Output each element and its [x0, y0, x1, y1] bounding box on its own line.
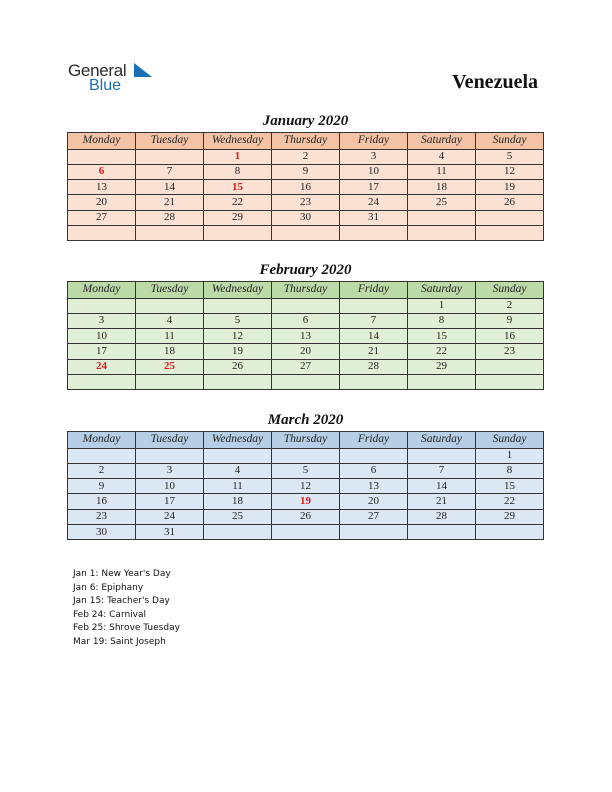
week-row	[68, 210, 544, 225]
day-cell: 14	[340, 329, 408, 344]
day-cell: 26	[476, 195, 544, 210]
day-cell: 27	[340, 509, 408, 524]
day-cell	[136, 149, 204, 164]
calendar-table	[67, 431, 544, 540]
weekday-header: Tuesday	[136, 133, 204, 150]
day-cell: 24	[340, 195, 408, 210]
day-cell: 23	[476, 344, 544, 359]
weekday-header: Thursday	[272, 432, 340, 449]
holiday-note: Jan 1: New Year's Day	[73, 569, 171, 579]
weekday-header: Tuesday	[136, 432, 204, 449]
week-row	[68, 524, 544, 539]
day-cell: 15	[408, 329, 476, 344]
day-cell	[68, 149, 136, 164]
generalblue-logo	[68, 61, 158, 97]
day-cell: 12	[476, 164, 544, 179]
day-cell: 8	[476, 463, 544, 478]
day-cell: 28	[136, 210, 204, 225]
day-cell	[476, 210, 544, 225]
day-cell: 12	[272, 479, 340, 494]
day-cell: 13	[272, 329, 340, 344]
weekday-header: Wednesday	[204, 282, 272, 299]
day-cell: 26	[204, 359, 272, 374]
day-cell: 20	[68, 195, 136, 210]
day-cell: 25	[136, 359, 204, 374]
logo-word-blue: Blue	[89, 77, 122, 94]
day-cell: 6	[340, 463, 408, 478]
week-row	[68, 225, 544, 240]
day-cell: 16	[272, 180, 340, 195]
day-cell: 21	[136, 195, 204, 210]
day-cell	[408, 225, 476, 240]
week-row	[68, 329, 544, 344]
week-row	[68, 463, 544, 478]
day-cell: 9	[476, 313, 544, 328]
weekday-header: Thursday	[272, 133, 340, 150]
week-row	[68, 494, 544, 509]
day-cell	[272, 448, 340, 463]
day-cell: 30	[272, 210, 340, 225]
day-cell: 16	[68, 494, 136, 509]
month-title: February 2020	[259, 262, 352, 278]
day-cell: 7	[408, 463, 476, 478]
day-cell	[340, 524, 408, 539]
day-cell: 10	[340, 164, 408, 179]
day-cell	[68, 298, 136, 313]
day-cell: 15	[204, 180, 272, 195]
day-cell: 17	[340, 180, 408, 195]
day-cell	[408, 374, 476, 389]
day-cell: 31	[136, 524, 204, 539]
day-cell: 3	[340, 149, 408, 164]
day-cell: 4	[136, 313, 204, 328]
day-cell: 24	[136, 509, 204, 524]
week-row	[68, 298, 544, 313]
day-cell	[68, 448, 136, 463]
day-cell	[340, 298, 408, 313]
day-cell: 23	[272, 195, 340, 210]
week-row	[68, 359, 544, 374]
holiday-note: Feb 25: Shrove Tuesday	[73, 623, 180, 634]
weekday-header: Sunday	[476, 432, 544, 449]
day-cell	[68, 225, 136, 240]
month-february	[67, 262, 544, 390]
day-cell	[204, 448, 272, 463]
day-cell: 18	[408, 180, 476, 195]
weekday-header: Monday	[68, 133, 136, 150]
weekday-header: Monday	[68, 282, 136, 299]
day-cell: 13	[68, 180, 136, 195]
day-cell: 24	[68, 359, 136, 374]
day-cell: 21	[340, 344, 408, 359]
day-cell: 5	[204, 313, 272, 328]
day-cell: 2	[272, 149, 340, 164]
day-cell	[136, 374, 204, 389]
month-march	[67, 412, 544, 540]
day-cell	[340, 374, 408, 389]
week-row	[68, 195, 544, 210]
day-cell: 19	[272, 494, 340, 509]
day-cell: 8	[204, 164, 272, 179]
holiday-note: Mar 19: Saint Joseph	[73, 636, 166, 647]
weekday-header: Sunday	[476, 133, 544, 150]
day-cell: 19	[204, 344, 272, 359]
day-cell: 27	[68, 210, 136, 225]
week-row	[68, 344, 544, 359]
month-title: March 2020	[267, 412, 344, 428]
day-cell	[476, 374, 544, 389]
day-cell: 8	[408, 313, 476, 328]
weekday-header: Saturday	[408, 432, 476, 449]
day-cell: 22	[476, 494, 544, 509]
day-cell	[476, 225, 544, 240]
day-cell: 22	[408, 344, 476, 359]
day-cell	[272, 225, 340, 240]
day-cell: 10	[136, 479, 204, 494]
day-cell: 20	[340, 494, 408, 509]
week-row	[68, 180, 544, 195]
day-cell: 5	[272, 463, 340, 478]
weekday-header: Monday	[68, 432, 136, 449]
day-cell	[476, 359, 544, 374]
day-cell: 1	[476, 448, 544, 463]
day-cell: 5	[476, 149, 544, 164]
day-cell	[204, 225, 272, 240]
day-cell: 7	[136, 164, 204, 179]
day-cell: 23	[68, 509, 136, 524]
day-cell: 7	[340, 313, 408, 328]
weekday-header: Saturday	[408, 282, 476, 299]
day-cell: 12	[204, 329, 272, 344]
day-cell: 22	[204, 195, 272, 210]
week-row	[68, 374, 544, 389]
day-cell: 18	[136, 344, 204, 359]
day-cell	[408, 448, 476, 463]
day-cell: 10	[68, 329, 136, 344]
day-cell	[136, 298, 204, 313]
weekday-header: Wednesday	[204, 133, 272, 150]
day-cell: 13	[340, 479, 408, 494]
day-cell: 15	[476, 479, 544, 494]
day-cell	[136, 225, 204, 240]
day-cell: 18	[204, 494, 272, 509]
day-cell	[408, 524, 476, 539]
day-cell: 25	[204, 509, 272, 524]
weekday-header: Friday	[340, 432, 408, 449]
day-cell: 29	[204, 210, 272, 225]
weekday-header: Friday	[340, 282, 408, 299]
day-cell	[136, 448, 204, 463]
day-cell	[204, 374, 272, 389]
day-cell: 29	[476, 509, 544, 524]
day-cell	[408, 210, 476, 225]
day-cell: 28	[408, 509, 476, 524]
day-cell	[272, 524, 340, 539]
day-cell: 19	[476, 180, 544, 195]
day-cell: 3	[136, 463, 204, 478]
weekday-header: Saturday	[408, 133, 476, 150]
day-cell	[204, 298, 272, 313]
day-cell: 4	[204, 463, 272, 478]
weekday-header-row	[68, 133, 544, 150]
holiday-note: Feb 24: Carnival	[73, 609, 147, 620]
day-cell: 3	[68, 313, 136, 328]
holiday-note: Jan 6: Epiphany	[73, 582, 144, 593]
day-cell: 28	[340, 359, 408, 374]
day-cell: 14	[408, 479, 476, 494]
week-row	[68, 448, 544, 463]
day-cell: 6	[272, 313, 340, 328]
day-cell: 11	[204, 479, 272, 494]
day-cell: 9	[68, 479, 136, 494]
weekday-header-row	[68, 282, 544, 299]
day-cell: 11	[136, 329, 204, 344]
day-cell: 1	[204, 149, 272, 164]
calendar-table	[67, 281, 544, 390]
day-cell: 26	[272, 509, 340, 524]
day-cell: 31	[340, 210, 408, 225]
day-cell: 27	[272, 359, 340, 374]
week-row	[68, 164, 544, 179]
country-title: Venezuela	[452, 71, 538, 93]
day-cell: 17	[136, 494, 204, 509]
day-cell	[68, 374, 136, 389]
weekday-header: Tuesday	[136, 282, 204, 299]
day-cell: 1	[408, 298, 476, 313]
day-cell: 9	[272, 164, 340, 179]
day-cell: 20	[272, 344, 340, 359]
day-cell: 25	[408, 195, 476, 210]
day-cell	[340, 448, 408, 463]
day-cell: 29	[408, 359, 476, 374]
weekday-header-row	[68, 432, 544, 449]
day-cell: 2	[68, 463, 136, 478]
day-cell: 2	[476, 298, 544, 313]
holiday-note: Jan 15: Teacher's Day	[73, 596, 170, 607]
day-cell: 14	[136, 180, 204, 195]
day-cell: 6	[68, 164, 136, 179]
logo-flag-icon	[134, 63, 154, 79]
day-cell	[476, 524, 544, 539]
day-cell: 21	[408, 494, 476, 509]
day-cell	[272, 298, 340, 313]
month-january	[67, 113, 544, 241]
day-cell: 17	[68, 344, 136, 359]
day-cell: 11	[408, 164, 476, 179]
logo-word-general: General	[68, 61, 127, 80]
week-row	[68, 149, 544, 164]
weekday-header: Thursday	[272, 282, 340, 299]
day-cell: 30	[68, 524, 136, 539]
holiday-notes	[73, 568, 180, 650]
month-title: January 2020	[262, 113, 349, 129]
week-row	[68, 509, 544, 524]
weekday-header: Friday	[340, 133, 408, 150]
calendar-table	[67, 132, 544, 241]
day-cell	[340, 225, 408, 240]
day-cell: 16	[476, 329, 544, 344]
week-row	[68, 479, 544, 494]
weekday-header: Wednesday	[204, 432, 272, 449]
week-row	[68, 313, 544, 328]
day-cell	[272, 374, 340, 389]
day-cell: 4	[408, 149, 476, 164]
day-cell	[204, 524, 272, 539]
weekday-header: Sunday	[476, 282, 544, 299]
